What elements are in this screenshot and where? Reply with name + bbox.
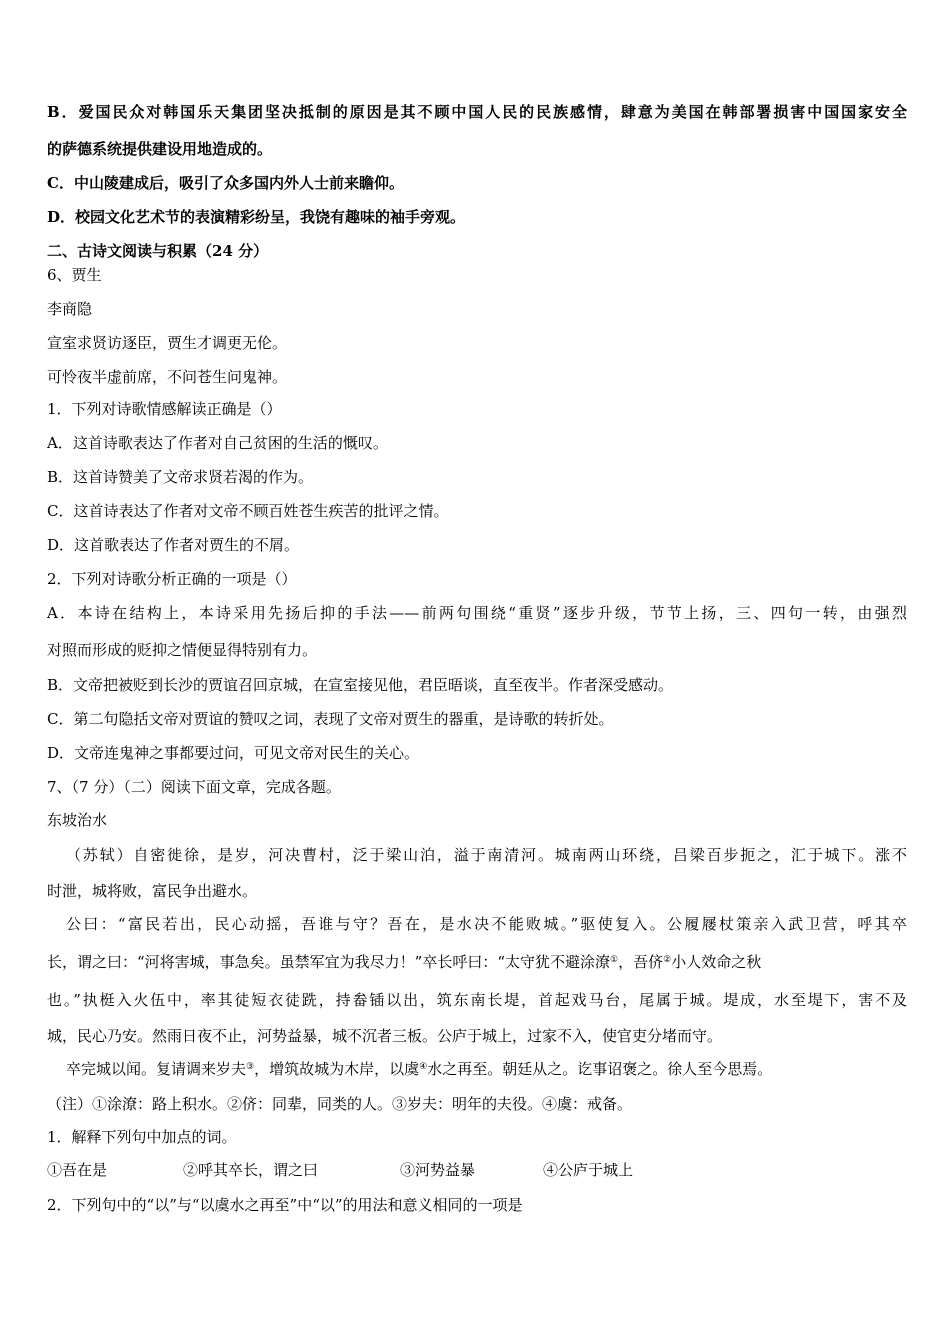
section-2-title: 二、古诗文阅读与积累（24 分） <box>47 242 269 260</box>
q7-para2-line2-b: ，吾侪 <box>618 953 664 971</box>
q7-passage-title: 东坡治水 <box>47 811 108 829</box>
q5-option-b-line2: 的萨德系统提供建设用地造成的。 <box>47 140 273 158</box>
q5-option-d: D．校园文化艺术节的表演精彩纷呈，我饶有趣味的袖手旁观。 <box>47 208 466 226</box>
q7-sub2-stem: 2．下列句中的“以”与“以虞水之再至”中“以”的用法和意义相同的一项是 <box>47 1196 523 1214</box>
q7-para2-line3: 也。”执梃入火伍中，率其徒短衣徒跣，持畚锸以出，筑东南长堤，首起戏马台，尾属于城。堤成，水至堤下，害不及 <box>47 991 907 1009</box>
q6-sub1-option-a: A．这首诗歌表达了作者对自己贫困的生活的慨叹。 <box>47 434 388 452</box>
q7-para2-line2-a: 长，谓之曰：“河将害城，事急矣。虽禁军宜为我尽力！”卒长呼曰：“太守犹不避涂潦 <box>47 953 611 971</box>
q7-footnotes: （注）①涂潦：路上积水。②侪：同辈，同类的人。③岁夫：明年的夫役。④虞：戒备。 <box>47 1095 633 1113</box>
q7-para1-line1: （苏轼）自密徙徐，是岁，河决曹村，泛于梁山泊，溢于南清河。城南两山环绕，吕梁百步扼之，汇于城下。涨不 <box>66 846 907 864</box>
q5-option-c: C．中山陵建成后，吸引了众多国内外人士前来瞻仰。 <box>47 174 404 192</box>
q7-para2-line1: 公曰：“富民若出，民心动摇，吾谁与守？吾在，是水决不能败城。”驱使复入。公履屦杖策亲入武卫营，呼其卒 <box>66 915 907 933</box>
q6-sub2-option-a-line2: 对照而形成的贬抑之情便显得特别有力。 <box>47 641 318 659</box>
q6-title: 6、贾生 <box>47 266 102 284</box>
footnote-mark-4: ④ <box>419 1062 428 1072</box>
q6-sub2-stem: 2．下列对诗歌分析正确的一项是（） <box>47 570 297 588</box>
footnote-mark-1: ① <box>610 955 619 965</box>
q7-para1-line2: 时泄，城将败，富民争出避水。 <box>47 882 258 900</box>
q6-sub1-option-c: C．这首诗表达了作者对文帝不顾百姓苍生疾苦的批评之情。 <box>47 502 449 520</box>
q6-sub1-option-d: D．这首歌表达了作者对贾生的不屑。 <box>47 536 300 554</box>
q7-para2-line2-c: 小人效命之秋 <box>671 953 762 971</box>
q7-para2-line2 <box>47 952 907 972</box>
q7-para3 <box>66 1059 907 1079</box>
q6-poem-line-2: 可怜夜半虚前席，不问苍生问鬼神。 <box>47 368 288 386</box>
q7-sub1-stem: 1．解释下列句中加点的词。 <box>47 1128 237 1146</box>
q7-sub1-item-3: ③河势益暴 <box>400 1161 476 1179</box>
q6-sub1-stem: 1．下列对诗歌情感解读正确是（） <box>47 400 282 418</box>
q6-sub2-option-b: B．文帝把被贬到长沙的贾谊召回京城，在宣室接见他，君臣晤谈，直至夜半。作者深受感动。 <box>47 676 674 694</box>
footnote-mark-3: ③ <box>246 1062 255 1072</box>
q7-para3-a: 卒完城以闻。复请调来岁夫 <box>66 1060 247 1078</box>
q5-option-b-line1: B．爱国民众对韩国乐天集团坚决抵制的原因是其不顾中国人民的民族感情，肆意为美国在韩部署损害中国国家安全 <box>47 103 907 121</box>
footnote-mark-2: ② <box>663 955 672 965</box>
q7-sub1-items <box>47 1160 907 1180</box>
q7-sub1-item-2: ②呼其卒长，谓之曰 <box>183 1161 319 1179</box>
q7-sub1-item-1: ①吾在是 <box>47 1161 108 1179</box>
q6-author: 李商隐 <box>47 300 93 318</box>
q6-sub2-option-d: D．文帝连鬼神之事都要过问，可见文帝对民生的关心。 <box>47 744 420 762</box>
q7-header: 7、（7 分）（二）阅读下面文章，完成各题。 <box>47 778 341 796</box>
q7-para3-b: ，增筑故城为木岸，以虞 <box>254 1060 420 1078</box>
q6-poem-line-1: 宣室求贤访逐臣，贾生才调更无伦。 <box>47 334 288 352</box>
q6-sub1-option-b: B．这首诗赞美了文帝求贤若渴的作为。 <box>47 468 314 486</box>
q7-sub1-item-4: ④公庐于城上 <box>543 1161 634 1179</box>
q7-para2-line4: 城，民心乃安。然雨日夜不止，河势益暴，城不沉者三板。公庐于城上，过家不入，使官吏分堵而守。 <box>47 1027 723 1045</box>
q7-para3-c: 水之再至。朝廷从之。讫事诏褒之。徐人至今思焉。 <box>427 1060 773 1078</box>
q6-sub2-option-c: C．第二句隐括文帝对贾谊的赞叹之词，表现了文帝对贾生的器重，是诗歌的转折处。 <box>47 710 614 728</box>
q6-sub2-option-a-line1: A．本诗在结构上，本诗采用先扬后抑的手法——前两句围绕“重贤”逐步升级，节节上扬，三、四句一转，由强烈 <box>47 604 907 622</box>
